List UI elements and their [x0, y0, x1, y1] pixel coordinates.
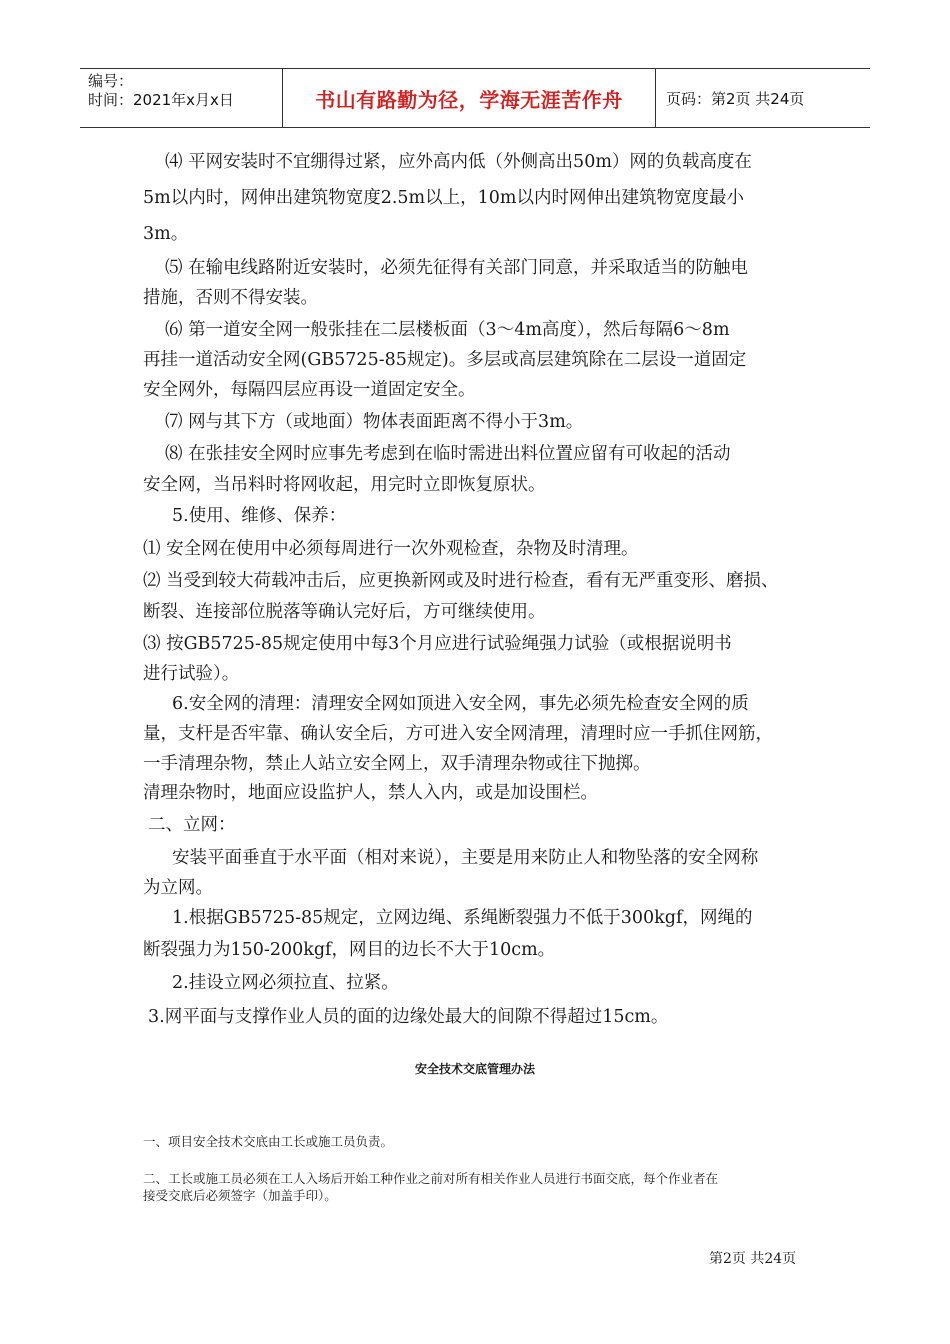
section-title: 安全技术交底管理办法 — [414, 1062, 535, 1076]
text-line: 进行试验）。 — [143, 664, 240, 684]
header-meta — [80, 69, 282, 127]
small-text-line: 接受交底后必须签字（加盖手印）。 — [143, 1188, 337, 1203]
section-heading: 5.使用、维修、保养： — [172, 506, 347, 526]
text-line: 断裂强力为150-200kgf，网目的边长不大于10cm。 — [143, 940, 556, 960]
text-line: 量，支杆是否牢靠、确认安全后，方可进入安全网清理，清理时应一手抓住网筋， — [143, 724, 773, 744]
section-heading: 6.安全网的清理：清理安全网如顶进入安全网，事先必须先检查安全网的质 — [172, 694, 749, 714]
text-line: 为立网。 — [143, 878, 213, 898]
text-line: 措施，否则不得安装。 — [143, 288, 318, 308]
text-line: 2.挂设立网必须拉直、拉紧。 — [172, 973, 399, 993]
header-motto: 书山有路勤为径，学海无涯苦作舟 — [282, 69, 656, 127]
small-text-line: 一、项目安全技术交底由工长或施工员负责。 — [143, 1134, 394, 1149]
text-line: 5m以内时，网伸出建筑物宽度2.5m以上，10m以内时网伸出建筑物宽度最小 — [143, 188, 745, 208]
text-line: ⑵ 当受到较大荷载冲击后，应更换新网或及时进行检查，看有无严重变形、磨损、 — [143, 571, 779, 591]
number-label: 编号： — [88, 72, 134, 90]
section-heading: 二、立网： — [148, 815, 236, 835]
text-line: ⑶ 按GB5725-85规定使用中每3个月应进行试验绳强力试验（或根据说明书 — [143, 634, 732, 654]
text-line: 断裂、连接部位脱落等确认完好后，方可继续使用。 — [143, 602, 546, 622]
text-line: 再挂一道活动安全网(GB5725-85规定)。多层或高层建筑除在二层设一道固定 — [143, 350, 747, 370]
text-line: 安全网，当吊料时将网收起，用完时立即恢复原状。 — [143, 475, 546, 495]
text-line: ⑹ 第一道安全网一般张挂在二层楼板面（3～4m高度），然后每隔6～8m — [165, 320, 730, 340]
date-label: 时间：2021年x月x日 — [88, 91, 234, 109]
text-line: ⑸ 在输电线路附近安装时，必须先征得有关部门同意，并采取适当的防触电 — [165, 258, 749, 278]
page-header — [80, 68, 870, 128]
text-line: 一手清理杂物，禁止人站立安全网上，双手清理杂物或往下抛掷。 — [143, 754, 651, 774]
text-line: ⑺ 网与其下方（或地面）物体表面距离不得小于3m。 — [165, 412, 584, 432]
text-line: 1.根据GB5725-85规定，立网边绳、系绳断裂强力不低于300kgf，网绳的 — [172, 908, 753, 928]
text-line: 3m。 — [143, 224, 189, 244]
small-text-line: 二、工长或施工员必须在工人入场后开始工种作业之前对所有相关作业人员进行书面交底，每个作业者在 — [143, 1171, 719, 1186]
text-line: 安全网外，每隔四层应再设一道固定安全。 — [143, 380, 476, 400]
text-line: ⑷ 平网安装时不宜绷得过紧，应外高内低（外侧高出50m）网的负载高度在 — [165, 152, 752, 172]
text-line: 3.网平面与支撑作业人员的面的边缘处最大的间隙不得超过15cm。 — [148, 1007, 669, 1027]
text-line: 安装平面垂直于水平面（相对来说），主要是用来防止人和物坠落的安全网称 — [172, 848, 759, 868]
page-footer: 第2页 共24页 — [709, 1251, 797, 1267]
header-page-label: 页码：第2页 共24页 — [666, 89, 805, 108]
text-line: ⑴ 安全网在使用中必须每周进行一次外观检查，杂物及时清理。 — [143, 539, 639, 559]
text-line: 清理杂物时，地面应设监护人，禁人入内，或是加设围栏。 — [143, 783, 598, 803]
text-line: ⑻ 在张挂安全网时应事先考虑到在临时需进出料位置应留有可收起的活动 — [165, 444, 731, 464]
